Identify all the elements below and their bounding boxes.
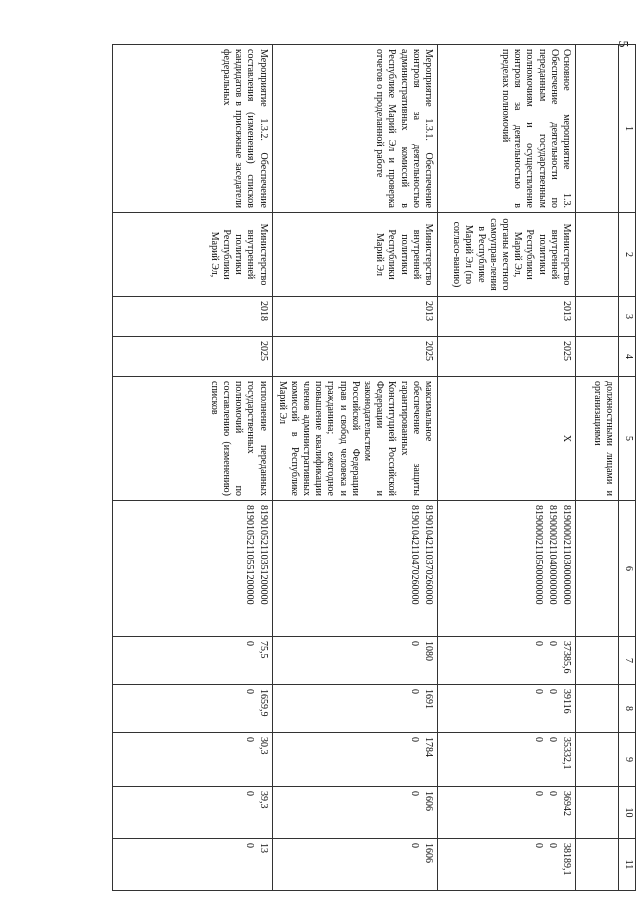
value: 0 bbox=[243, 843, 255, 848]
header-col-3: 3 bbox=[619, 297, 636, 337]
budget-codes bbox=[438, 501, 576, 637]
header-col-5: 5 bbox=[619, 377, 636, 501]
table-row bbox=[272, 45, 437, 891]
end-year: 2025 bbox=[112, 337, 272, 377]
header-col-1: 1 bbox=[619, 45, 636, 213]
start-year: 2018 bbox=[112, 297, 272, 337]
value: 0 bbox=[243, 641, 255, 646]
value: 0 bbox=[533, 737, 544, 742]
measure-name: Основное мероприятие 1.3. Обеспечение деятельности по переданным государственным полномочиям и осуществление контроля за деятельностью в пределах полномочий bbox=[438, 45, 576, 213]
program-measures-table bbox=[112, 44, 636, 891]
value: 0 bbox=[243, 689, 255, 694]
value: 0 bbox=[547, 689, 558, 694]
header-col-9: 9 bbox=[619, 733, 636, 787]
expected-result: Х bbox=[438, 377, 576, 501]
table-row bbox=[438, 45, 576, 891]
responsible-executor: Министерство внутренней политики Республики Марий Эл, bbox=[112, 213, 272, 297]
expected-result: максимальное обеспечение защиты гарантированных Конституцией Российской Федерации и законодательством Российской Федерации прав и свобод человека и гражданина; ежегодное повышение квалификации членов административных комиссий в Республике Марий Эл bbox=[272, 377, 437, 501]
value: 1784 bbox=[423, 737, 434, 757]
budget-code: 81900002110500000000 bbox=[533, 505, 544, 605]
value: 39116 bbox=[561, 689, 572, 714]
end-year: 2025 bbox=[438, 337, 576, 377]
measure-name: Мероприятие 1.3.1. Обеспечение контроля за деятельностью административных комиссий в Республике Марий Эл и проверка отчетов о проделанной работе bbox=[272, 45, 437, 213]
value: 39,3 bbox=[257, 791, 269, 809]
value: 35332,1 bbox=[561, 737, 572, 770]
value: 0 bbox=[533, 791, 544, 796]
value: 0 bbox=[409, 791, 420, 796]
value-col-10 bbox=[272, 787, 437, 839]
budget-code: 81901042110470260000 bbox=[409, 505, 420, 605]
value: 0 bbox=[409, 737, 420, 742]
value-col-8 bbox=[112, 685, 272, 733]
header-col-2: 2 bbox=[619, 213, 636, 297]
budget-code: 81901042110370260000 bbox=[423, 505, 434, 605]
value-col-9 bbox=[112, 733, 272, 787]
value-col-11 bbox=[272, 839, 437, 891]
responsible-executor: Министерство внутренней политики Республики Марий Эл bbox=[272, 213, 437, 297]
value: 30,3 bbox=[257, 737, 269, 755]
header-col-11: 11 bbox=[619, 839, 636, 891]
value: 0 bbox=[533, 689, 544, 694]
rotated-table-sheet bbox=[116, 38, 636, 898]
value: 0 bbox=[547, 791, 558, 796]
value-col-7 bbox=[112, 637, 272, 685]
value: 37385,6 bbox=[561, 641, 572, 674]
budget-codes bbox=[112, 501, 272, 637]
value: 13 bbox=[257, 843, 269, 853]
value: 0 bbox=[409, 843, 420, 848]
value: 0 bbox=[409, 689, 420, 694]
value: 1691 bbox=[423, 689, 434, 709]
value-col-8 bbox=[438, 685, 576, 733]
value: 0 bbox=[533, 843, 544, 848]
value: 36942 bbox=[561, 791, 572, 816]
value-col-8 bbox=[272, 685, 437, 733]
budget-code: 81901052110351200000 bbox=[257, 505, 269, 605]
value: 0 bbox=[547, 641, 558, 646]
header-col-4: 4 bbox=[619, 337, 636, 377]
value: 0 bbox=[243, 737, 255, 742]
value-col-9 bbox=[272, 733, 437, 787]
value: 75,5 bbox=[257, 641, 269, 659]
continuation-text: должностными лицами и организациями bbox=[576, 377, 619, 501]
budget-code: 81901052110551200000 bbox=[243, 505, 255, 605]
header-col-8: 8 bbox=[619, 685, 636, 733]
header-row bbox=[619, 45, 636, 891]
value: 1606 bbox=[423, 843, 434, 863]
expected-result: исполнение переданных государственных полномочий по составлению (изменению) списков bbox=[112, 377, 272, 501]
value: 38189,1 bbox=[561, 843, 572, 876]
table-row bbox=[112, 45, 272, 891]
header-col-7: 7 bbox=[619, 637, 636, 685]
value-col-11 bbox=[112, 839, 272, 891]
start-year: 2013 bbox=[272, 297, 437, 337]
value: 0 bbox=[547, 843, 558, 848]
budget-code: 81900002110300000000 bbox=[561, 505, 572, 605]
responsible-executor: Министерство внутренней политики Республики Марий Эл, органы местного самоуправ-ления в Республике Марий Эл (по согласо-ванию) bbox=[438, 213, 576, 297]
value: 1659,9 bbox=[257, 689, 269, 717]
value: 0 bbox=[409, 641, 420, 646]
value: 1080 bbox=[423, 641, 434, 661]
value: 0 bbox=[243, 791, 255, 796]
header-col-6: 6 bbox=[619, 501, 636, 637]
start-year: 2013 bbox=[438, 297, 576, 337]
budget-code: 81900002110400000000 bbox=[547, 505, 558, 605]
value-col-7 bbox=[438, 637, 576, 685]
value-col-11 bbox=[438, 839, 576, 891]
end-year: 2025 bbox=[272, 337, 437, 377]
header-col-10: 10 bbox=[619, 787, 636, 839]
budget-codes bbox=[272, 501, 437, 637]
measure-name: Мероприятие 1.3.2. Обеспечение составления (изменения) списков кандидатов в присяжные заседатели федеральных bbox=[112, 45, 272, 213]
value-col-10 bbox=[438, 787, 576, 839]
value-col-10 bbox=[112, 787, 272, 839]
value: 0 bbox=[533, 641, 544, 646]
value-col-9 bbox=[438, 733, 576, 787]
value: 0 bbox=[547, 737, 558, 742]
value: 1606 bbox=[423, 791, 434, 811]
continuation-row bbox=[576, 45, 619, 891]
value-col-7 bbox=[272, 637, 437, 685]
page-number: 5 bbox=[615, 40, 630, 48]
